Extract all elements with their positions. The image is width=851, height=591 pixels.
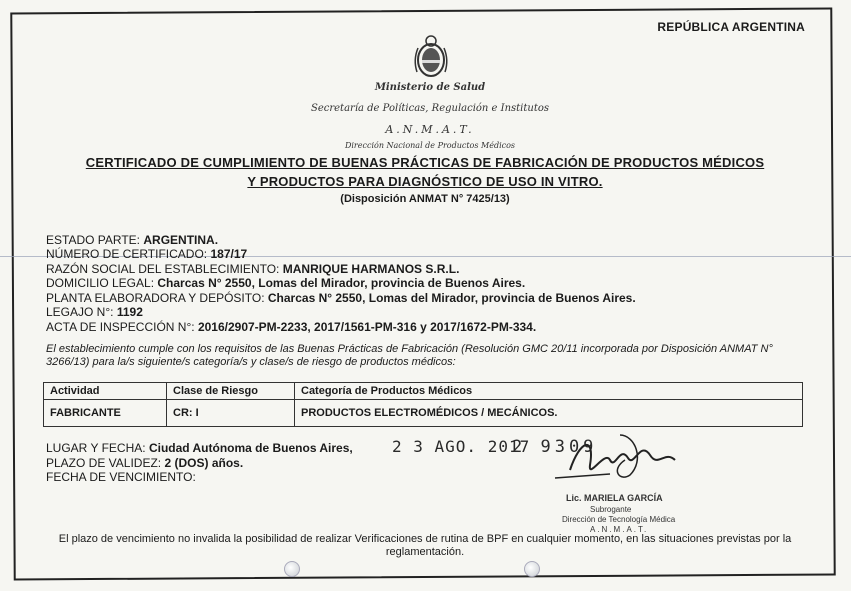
domicilio-label: DOMICILIO LEGAL: xyxy=(46,276,155,290)
signatory-org: A.N.M.A.T. xyxy=(590,525,649,534)
razon-value: MANRIQUE HARMANOS S.R.L. xyxy=(282,262,460,276)
numero-label: NÚMERO DE CERTIFICADO: xyxy=(46,247,208,261)
estado-value: ARGENTINA. xyxy=(143,233,219,247)
plazo-label: PLAZO DE VALIDEZ: xyxy=(46,456,162,470)
certificate-title-line1: CERTIFICADO DE CUMPLIMIENTO DE BUENAS PRÁCTICAS DE FABRICACIÓN DE PRODUCTOS MÉDICOS xyxy=(85,155,765,170)
cell-clase-riesgo: CR: I xyxy=(167,400,295,427)
certificate-title-line2: Y PRODUCTOS PARA DIAGNÓSTICO DE USO IN VITRO. xyxy=(247,174,603,189)
lugar-value: Ciudad Autónoma de Buenos Aires, xyxy=(148,441,353,455)
table-header-row xyxy=(44,383,803,400)
numero-value: 187/17 xyxy=(210,247,248,261)
legajo-label: LEGAJO N°: xyxy=(46,305,114,319)
date-stamp: 2 3 AGO. 2017 xyxy=(392,437,531,456)
acta-inspeccion xyxy=(46,320,536,334)
plazo-value: 2 (DOS) años. xyxy=(164,456,244,470)
planta-value: Charcas N° 2550, Lomas del Mirador, provincia de Buenos Aires. xyxy=(267,291,636,305)
acta-value: 2016/2907-PM-2233, 2017/1561-PM-316 y 2017/1672-PM-334. xyxy=(197,320,537,334)
punch-hole-left xyxy=(284,561,300,577)
agency-name: A.N.M.A.T. xyxy=(385,123,475,136)
header-actividad: Actividad xyxy=(44,383,167,400)
razon-social xyxy=(46,262,459,276)
razon-label: RAZÓN SOCIAL DEL ESTABLECIMIENTO: xyxy=(46,262,280,276)
cell-categoria: PRODUCTOS ELECTROMÉDICOS / MECÁNICOS. xyxy=(295,400,803,427)
legajo-value: 1192 xyxy=(116,305,143,319)
disposicion: (Disposición ANMAT N° 7425/13) xyxy=(340,193,510,205)
lugar-label: LUGAR Y FECHA: xyxy=(46,441,146,455)
legajo xyxy=(46,305,143,319)
domicilio-legal xyxy=(46,276,525,290)
compliance-statement: El establecimiento cumple con los requisitos de las Buenas Prácticas de Fabricación (Resolución GMC 20/11 incorporada por Disposición ANMAT N° 3266/13) para la/s siguiente/s categoría/s y clase/s de riesgo de productos médicos: xyxy=(46,343,773,368)
table-row xyxy=(44,400,803,427)
estado-label: ESTADO PARTE: xyxy=(46,233,141,247)
planta-elaboradora xyxy=(46,291,636,305)
secretaria-name: Secretaría de Políticas, Regulación e Institutos xyxy=(310,103,550,114)
fecha-vencimiento: FECHA DE VENCIMIENTO: xyxy=(46,470,196,484)
planta-label: PLANTA ELABORADORA Y DEPÓSITO: xyxy=(46,291,265,305)
numero-certificado xyxy=(46,247,247,261)
disposition-number-stamp: 2 9309 xyxy=(512,437,598,457)
estado-parte xyxy=(46,233,218,247)
direccion-name: Dirección Nacional de Productos Médicos xyxy=(344,141,516,150)
signatory-department: Dirección de Tecnología Médica xyxy=(562,515,676,524)
plazo-validez xyxy=(46,456,243,470)
country-heading: REPÚBLICA ARGENTINA xyxy=(657,20,805,34)
lugar-fecha xyxy=(46,441,353,455)
coat-of-arms-icon xyxy=(411,34,451,80)
signatory-role: Subrogante xyxy=(590,505,632,514)
acta-label: ACTA DE INSPECCIÓN N°: xyxy=(46,320,195,334)
classification-table xyxy=(43,382,803,427)
signatory-name: Lic. MARIELA GARCÍA xyxy=(566,493,663,503)
header-clase-riesgo: Clase de Riesgo xyxy=(167,383,295,400)
signature-icon xyxy=(550,430,680,490)
header-categoria: Categoría de Productos Médicos xyxy=(295,383,803,400)
footer-note: El plazo de vencimiento no invalida la posibilidad de realizar Verificaciones de rutina de BPF en cualquier momento, en las situaciones previstas por la reglamentación. xyxy=(58,533,792,558)
domicilio-value: Charcas N° 2550, Lomas del Mirador, provincia de Buenos Aires. xyxy=(157,276,526,290)
cell-actividad: FABRICANTE xyxy=(44,400,167,427)
punch-hole-right xyxy=(524,561,540,577)
ministry-name: Ministerio de Salud xyxy=(374,82,486,93)
